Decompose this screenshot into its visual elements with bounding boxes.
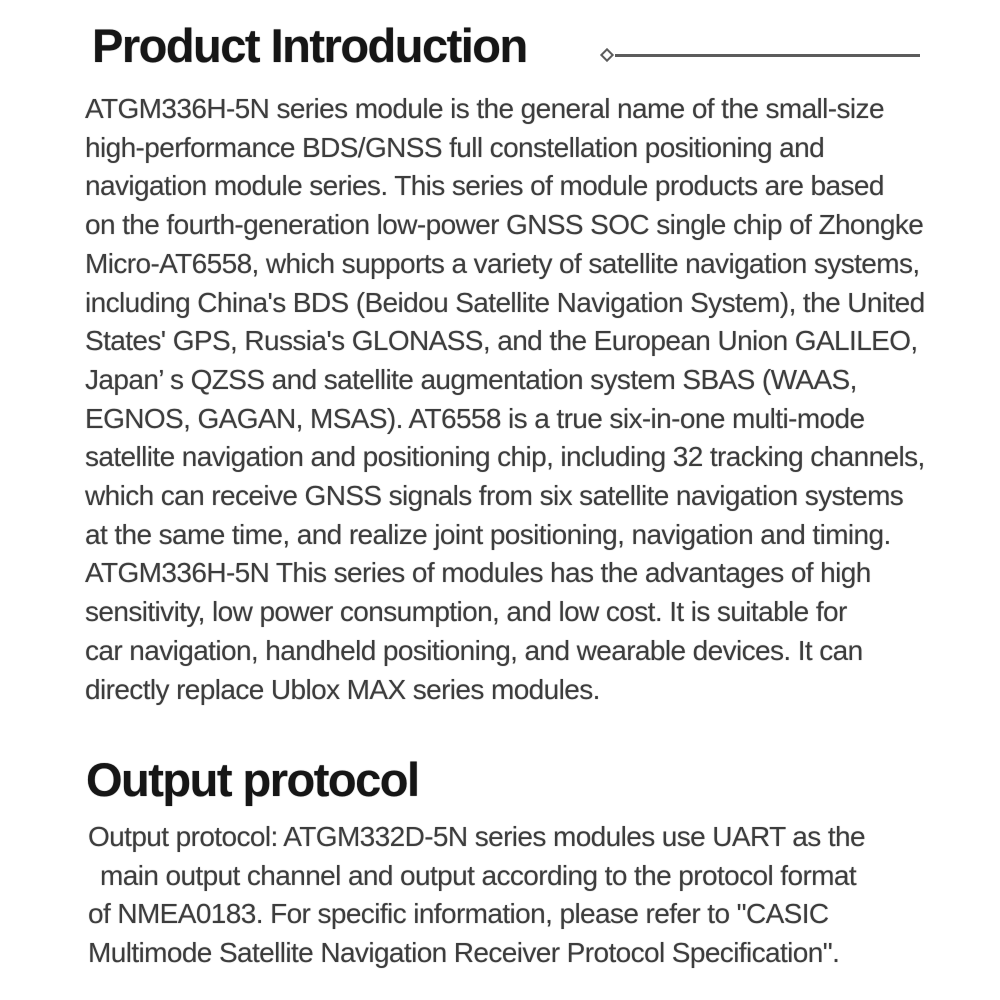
text-line: car navigation, handheld positioning, and wearable devices. It can <box>85 634 863 666</box>
text-line: States' GPS, Russia's GLONASS, and the European Union GALILEO, <box>85 325 918 357</box>
output-protocol-paragraph <box>88 818 865 973</box>
text-line: which can receive GNSS signals from six satellite navigation systems <box>85 480 904 512</box>
text-line: ATGM336H-5N This series of modules has the advantages of high <box>85 557 871 589</box>
text-line: on the fourth-generation low-power GNSS SOC single chip of Zhongke <box>85 209 924 241</box>
divider-line <box>615 54 920 57</box>
product-introduction-title: Product Introduction <box>92 19 527 72</box>
text-line: high-performance BDS/GNSS full constellation positioning and <box>85 131 825 163</box>
text-line: directly replace Ublox MAX series modules. <box>85 673 600 705</box>
text-line: navigation module series. This series of module products are based <box>85 170 884 202</box>
text-line: sensitivity, low power consumption, and low cost. It is suitable for <box>85 596 847 628</box>
title-divider <box>602 50 920 60</box>
text-line: Multimode Satellite Navigation Receiver Protocol Specification". <box>88 937 840 969</box>
text-line: including China's BDS (Beidou Satellite Navigation System), the United <box>85 286 925 318</box>
text-line: Micro-AT6558, which supports a variety of satellite navigation systems, <box>85 247 920 279</box>
text-line: EGNOS, GAGAN, MSAS). AT6558 is a true six-in-one multi-mode <box>85 402 865 434</box>
text-line: satellite navigation and positioning chip, including 32 tracking channels, <box>85 441 925 473</box>
text-line: Japan’ s QZSS and satellite augmentation system SBAS (WAAS, <box>85 363 857 395</box>
output-protocol-title: Output protocol <box>86 753 419 806</box>
product-introduction-paragraph <box>85 90 925 709</box>
diamond-icon <box>600 48 614 62</box>
text-line: at the same time, and realize joint positioning, navigation and timing. <box>85 518 891 550</box>
text-line: ATGM336H-5N series module is the general name of the small-size <box>85 93 884 124</box>
text-line: of NMEA0183. For specific information, please refer to "CASIC <box>88 898 829 930</box>
text-line: main output channel and output according to the protocol format <box>100 859 857 891</box>
text-line: Output protocol: ATGM332D-5N series modules use UART as the <box>88 821 865 852</box>
